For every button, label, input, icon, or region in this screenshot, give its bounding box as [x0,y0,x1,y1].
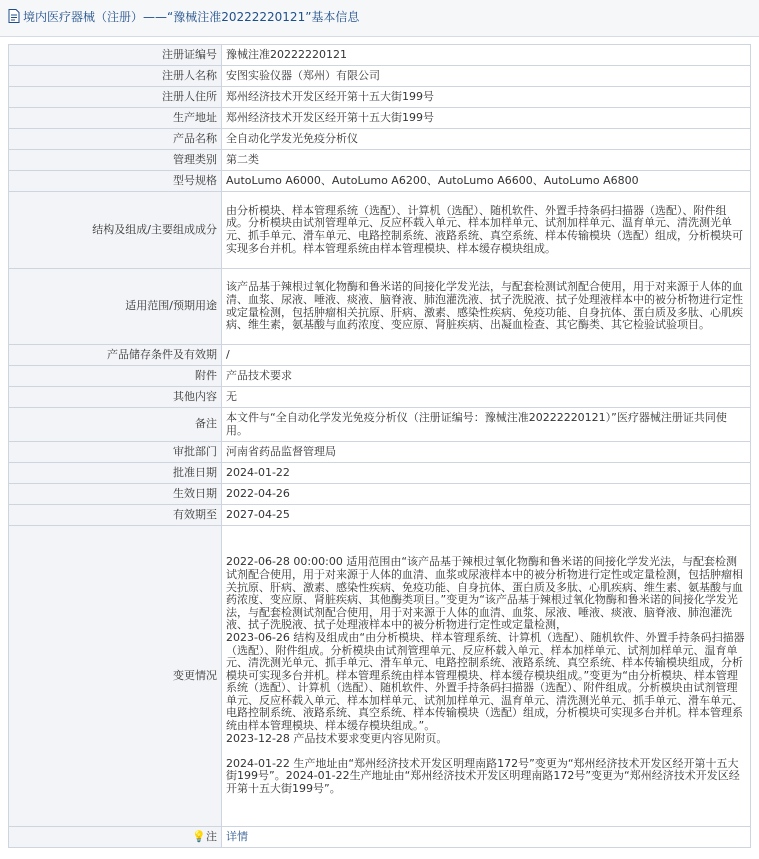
row-change-history [9,526,751,827]
row-registration-number [9,45,751,66]
lightbulb-icon: 💡 [192,829,206,843]
row-value: 豫械注准20222220121 [222,45,751,66]
page-header [0,0,759,37]
row-attachment [9,366,751,387]
row-storage-validity [9,345,751,366]
row-label: 其他内容 [9,387,222,408]
row-label [9,827,222,848]
row-structure-composition [9,192,751,269]
row-value: 第二类 [222,150,751,171]
row-label: 产品储存条件及有效期 [9,345,222,366]
row-value [222,827,751,848]
row-value: 2027-04-25 [222,505,751,526]
row-label: 适用范围/预期用途 [9,269,222,345]
row-intended-use [9,269,751,345]
row-label-text: 注 [206,829,217,843]
row-label: 注册人名称 [9,66,222,87]
device-info-table [8,44,751,848]
row-value: 安图实验仪器（郑州）有限公司 [222,66,751,87]
row-value: 郑州经济技术开发区经开第十五大街199号 [222,87,751,108]
row-label: 有效期至 [9,505,222,526]
row-value: 2022-06-28 00:00:00 适用范围由“该产品基于辣根过氧化物酶和鲁米诺的间接化学发光法，与配套检测试剂配合使用，用于对来源于人体的血清、血浆或尿液样本中的被分析物进行定性或定量检测，包括肿瘤相关抗原、肝病、激素、感染性疾病、免疫功能、自身抗体、蛋白质及多肽、心肌疾病、维生素、氨基酸与血药浓度、变应原、肾脏疾病、其他酶类项目。”变更为“该产品基于辣根过氧化物酶和鲁米诺的间接化学发光法，与配套检测试剂配合使用，用于对来源于人体的血清、血浆、尿液、唾液、痰液、脑脊液、肺泡灌洗液、拭子洗脱液、拭子处理液样本中的被分析物进行定性或定量检测， 2023-06-26 结构及组成由“由分析模块、样本管理系统、计算机（选配）、随机软件、外置手持条码扫描器（选配）、附件组成。分析模块由试剂管理单元、反应杯载入单元、样本加样单元、试剂加样单元、温育单元、清洗测光单元、抓手单元、滑车单元、电路控制系统、液路系统、真空系统、样本传输模块组成，分析模块可实现多台并机。样本管理系统由样本管理模块、样本缓存模块组成。”变更为“由分析模块、样本管理系统（选配）、计算机（选配）、随机软件、外置手持条码扫描器（选配）、附件组成。分析模块由试剂管理单元、反应杯载入单元、样本加样单元、试剂加样单元、温育单元、清洗测光单元、抓手单元、滑车单元、电路控制系统、液路系统、真空系统、样本传输模块（选配）组成，分析模块可实现多台并机。样本管理系统由样本管理模块、样本缓存模块组成。”。 2023-12-28 产品技术要求变更内容见附页。 2024-01-22 生产地址由“郑州经济技术开发区明理南路172号”变更为“郑州经济技术开发区经开第十五大街199号”。2024-01-22生产地址由“郑州经济技术开发区明理南路172号”变更为“郑州经济技术开发区经开第十五大街199号”。 [222,526,751,827]
details-link[interactable]: 详情 [226,829,248,843]
row-production-address [9,108,751,129]
row-label: 型号规格 [9,171,222,192]
row-label: 批准日期 [9,463,222,484]
row-value: AutoLumo A6000、AutoLumo A6200、AutoLumo A6600、AutoLumo A6800 [222,171,751,192]
row-approval-date [9,463,751,484]
row-approval-department [9,442,751,463]
row-label: 生产地址 [9,108,222,129]
document-icon [8,9,20,23]
row-model-spec [9,171,751,192]
row-label: 变更情况 [9,526,222,827]
row-value: 2022-04-26 [222,484,751,505]
row-label: 生效日期 [9,484,222,505]
row-value: 由分析模块、样本管理系统（选配）、计算机（选配）、随机软件、外置手持条码扫描器（选配）、附件组成。分析模块由试剂管理单元、反应杯载入单元、样本加样单元、试剂加样单元、温育单元、清洗测光单元、抓手单元、滑车单元、电路控制系统、液路系统、真空系统、样本传输模块（选配）组成，分析模块可实现多台并机。样本管理系统由样本管理模块、样本缓存模块组成。 [222,192,751,269]
page-title [8,8,359,25]
row-label: 注册人住所 [9,87,222,108]
row-label: 产品名称 [9,129,222,150]
row-label: 备注 [9,408,222,442]
row-label: 审批部门 [9,442,222,463]
row-value: 郑州经济技术开发区经开第十五大街199号 [222,108,751,129]
row-label: 附件 [9,366,222,387]
row-value: 该产品基于辣根过氧化物酶和鲁米诺的间接化学发光法，与配套检测试剂配合使用，用于对来源于人体的血清、血浆、尿液、唾液、痰液、脑脊液、肺泡灌洗液、拭子洗脱液、拭子处理液样本中的被分析物进行定性或定量检测，包括肿瘤相关抗原、肝病、激素、感染性疾病、免疫功能、自身抗体、蛋白质及多肽、心肌疾病、维生素，氨基酸与血药浓度、变应原、肾脏疾病、出凝血检查、其它酶类、其它检验试验项目。 [222,269,751,345]
row-other-content [9,387,751,408]
row-value: 产品技术要求 [222,366,751,387]
row-remarks [9,408,751,442]
row-value: 全自动化学发光免疫分析仪 [222,129,751,150]
row-registrant-name [9,66,751,87]
row-valid-until [9,505,751,526]
row-effective-date [9,484,751,505]
row-value: 本文件与“全自动化学发光免疫分析仪（注册证编号：豫械注准20222220121）”医疗器械注册证共同使用。 [222,408,751,442]
row-value: 河南省药品监督管理局 [222,442,751,463]
row-registrant-address [9,87,751,108]
row-label: 管理类别 [9,150,222,171]
row-value: 2024-01-22 [222,463,751,484]
row-note [9,827,751,848]
row-product-name [9,129,751,150]
row-management-class [9,150,751,171]
row-value: 无 [222,387,751,408]
row-value: / [222,345,751,366]
row-label: 注册证编号 [9,45,222,66]
page-title-text: 境内医疗器械（注册）——“豫械注准20222220121”基本信息 [23,10,360,24]
row-label: 结构及组成/主要组成成分 [9,192,222,269]
